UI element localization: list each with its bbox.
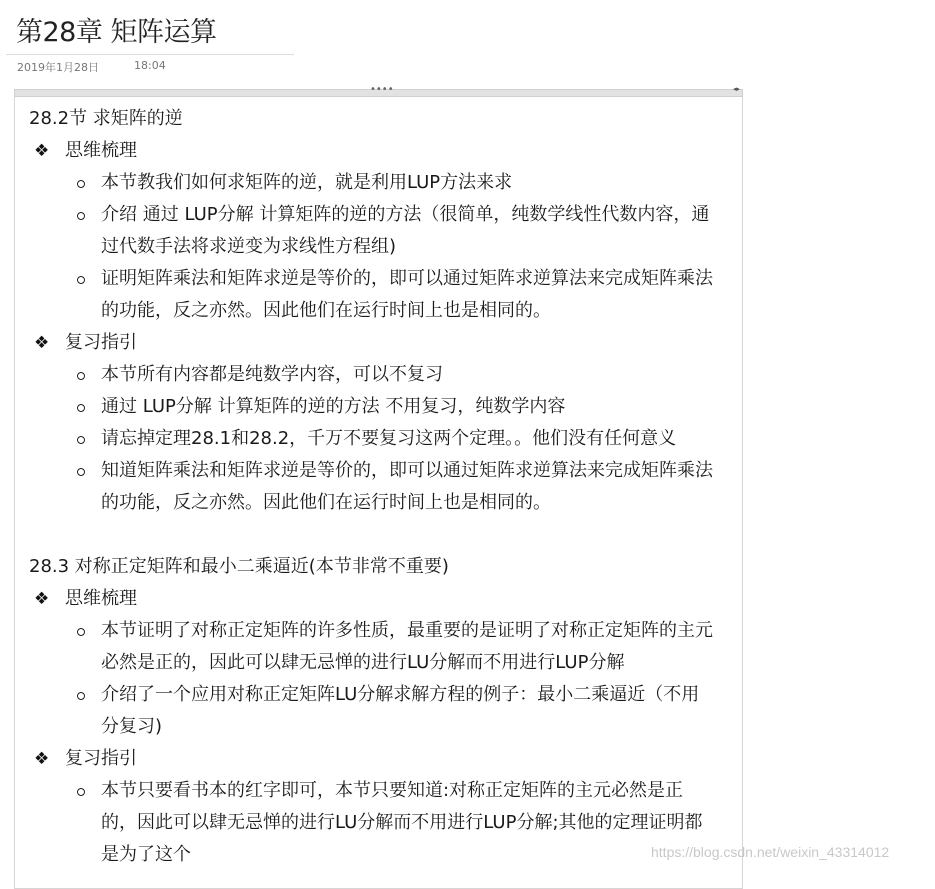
- list-item-text: 过代数手法将求逆变为求线性方程组): [101, 236, 397, 257]
- section-heading: 28.2节 求矩阵的逆: [29, 108, 183, 129]
- circle-bullet-icon: [77, 468, 85, 476]
- circle-bullet-icon: [77, 628, 85, 636]
- page-title: 第28章 矩阵运算: [16, 17, 217, 48]
- list-item-text: 本节所有内容都是纯数学内容，可以不复习: [101, 364, 443, 385]
- circle-bullet-icon: [77, 180, 85, 188]
- page-time: 18:04: [134, 59, 166, 72]
- watermark: https://blog.csdn.net/weixin_43314012: [651, 844, 890, 860]
- list-item-text: 分复习): [101, 716, 163, 737]
- circle-bullet-icon: [77, 372, 85, 380]
- list-item-text: 是为了这个: [101, 844, 191, 865]
- circle-bullet-icon: [77, 276, 85, 284]
- group-label: 思维梳理: [65, 588, 137, 609]
- list-item-text: 请忘掉定理28.1和28.2，千万不要复习这两个定理。。他们没有任何意义: [101, 428, 677, 449]
- list-item-text: 必然是正的，因此可以肆无忌惮的进行LU分解而不用进行LUP分解: [101, 652, 625, 673]
- list-item-text: 本节只要看书本的红字即可，本节只要知道:对称正定矩阵的主元必然是正: [101, 780, 684, 801]
- page-date: 2019年1月28日: [17, 61, 99, 74]
- circle-bullet-icon: [77, 692, 85, 700]
- list-item-text: 证明矩阵乘法和矩阵求逆是等价的，即可以通过矩阵求逆算法来完成矩阵乘法: [101, 268, 713, 289]
- circle-bullet-icon: [77, 788, 85, 796]
- list-item-text: 介绍了一个应用对称正定矩阵LU分解求解方程的例子：最小二乘逼近（不用: [101, 684, 700, 705]
- list-item-text: 通过 LUP分解 计算矩阵的逆的方法 不用复习，纯数学内容: [101, 396, 566, 417]
- drag-dots-icon: ••••: [370, 84, 394, 95]
- list-item-text: 介绍 通过 LUP分解 计算矩阵的逆的方法（很简单，纯数学线性代数内容，通: [101, 204, 710, 225]
- list-item-text: 的功能，反之亦然。因此他们在运行时间上也是相同的。: [101, 492, 551, 513]
- list-item-text: 本节证明了对称正定矩阵的许多性质，最重要的是证明了对称正定矩阵的主元: [101, 620, 713, 641]
- circle-bullet-icon: [77, 436, 85, 444]
- diamond-bullet-icon: ❖: [34, 141, 50, 161]
- diamond-bullet-icon: ❖: [34, 749, 50, 769]
- circle-bullet-icon: [77, 212, 85, 220]
- diamond-bullet-icon: ❖: [34, 589, 50, 609]
- circle-bullet-icon: [77, 404, 85, 412]
- resize-arrows-icon[interactable]: ◂▸: [732, 85, 740, 93]
- group-label: 复习指引: [65, 748, 137, 769]
- group-label: 复习指引: [65, 332, 137, 353]
- list-item-text: 知道矩阵乘法和矩阵求逆是等价的，即可以通过矩阵求逆算法来完成矩阵乘法: [101, 460, 713, 481]
- list-item-text: 的功能，反之亦然。因此他们在运行时间上也是相同的。: [101, 300, 551, 321]
- list-item-text: 的，因此可以肆无忌惮的进行LU分解而不用进行LUP分解;其他的定理证明都: [101, 812, 703, 833]
- section-heading: 28.3 对称正定矩阵和最小二乘逼近(本节非常不重要): [29, 556, 449, 577]
- group-label: 思维梳理: [65, 140, 137, 161]
- diamond-bullet-icon: ❖: [34, 333, 50, 353]
- list-item-text: 本节教我们如何求矩阵的逆，就是利用LUP方法来求: [101, 172, 513, 193]
